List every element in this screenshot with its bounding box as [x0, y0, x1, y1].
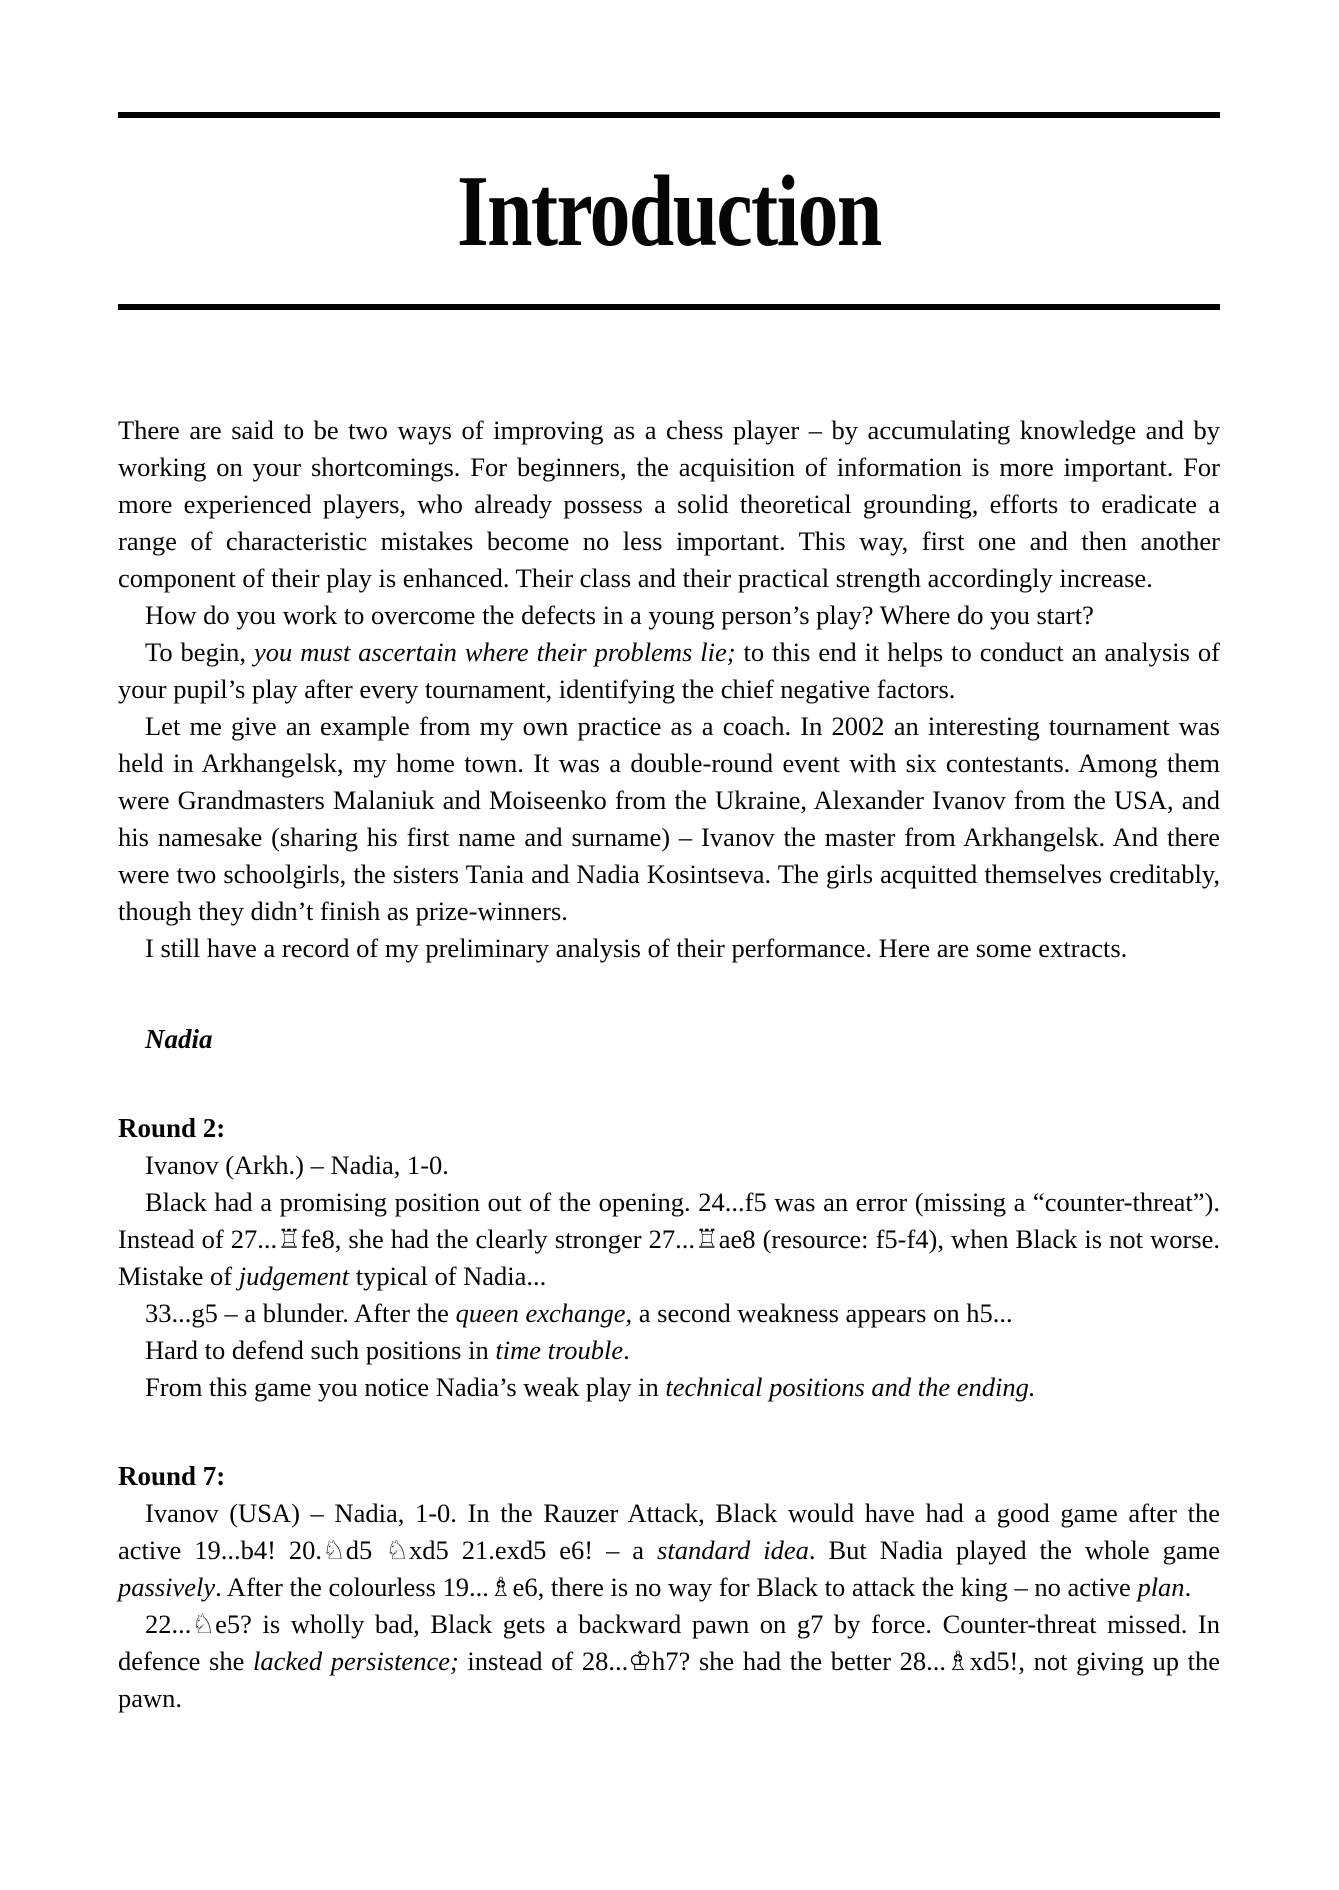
round-2-label: Round 2: [118, 1113, 226, 1143]
paragraph [118, 412, 1220, 597]
paragraph [118, 708, 1220, 930]
bottom-horizontal-rule [118, 304, 1220, 310]
player-name-heading: Nadia [145, 1024, 213, 1054]
paragraph [118, 1147, 1220, 1184]
chapter-title-block [118, 118, 1220, 304]
introduction-paragraphs [118, 412, 1220, 967]
text-run: 22...♘e5? is wholly bad, Black gets a backward pawn on g7 by force. Counter-threat missed. In defence she [118, 1609, 1220, 1676]
round-2-section [118, 1110, 1220, 1406]
text-run: Hard to defend such positions in [145, 1335, 496, 1365]
text-run: Black had a promising position out of the opening. 24...f5 was an error (missing a “counter-threat”). Instead of 27...♖fe8, she had the clearly stronger 27...♖ae8 (resource: f5-f4), when Black is not worse. Mistake of [118, 1187, 1220, 1291]
italic-text-run: queen exchange, [455, 1298, 633, 1328]
italic-text-run: plan [1137, 1572, 1185, 1602]
paragraph [118, 597, 1220, 634]
italic-text-run: lacked persistence; [252, 1646, 459, 1676]
chapter-title: Introduction [457, 154, 881, 268]
text-run: How do you work to overcome the defects in a young person’s play? Where do you start? [145, 600, 1094, 630]
italic-text-run: judgement [238, 1261, 350, 1291]
paragraph [118, 1332, 1220, 1369]
italic-text-run: you must ascertain where their problems lie; [254, 637, 736, 667]
round-7-paragraphs [118, 1495, 1220, 1717]
paragraph [118, 1495, 1220, 1606]
text-column [118, 112, 1220, 1717]
text-run: From this game you notice Nadia’s weak play in [145, 1372, 666, 1402]
text-run: . After the colourless 19...♗e6, there is no way for Black to attack the king – no active [215, 1572, 1138, 1602]
italic-text-run: technical positions and the ending. [665, 1372, 1036, 1402]
italic-text-run: time trouble [495, 1335, 624, 1365]
paragraph [118, 634, 1220, 708]
text-run: . [623, 1335, 630, 1365]
text-run: instead of 28...♔h7? she had the better 28...♗xd5!, not giving up the pawn. [118, 1646, 1221, 1713]
italic-text-run: passively [118, 1572, 216, 1602]
paragraph [118, 1295, 1220, 1332]
text-run: Ivanov (USA) – Nadia, 1-0. In the Rauzer Attack, Black would have had a good game after the active 19...b4! 20.♘d5 ♘xd5 21.exd5 e6! – a [118, 1498, 1220, 1565]
round-7-label: Round 7: [118, 1461, 226, 1491]
round-7-section [118, 1458, 1220, 1717]
italic-text-run: standard idea [657, 1535, 809, 1565]
text-run: To begin, [145, 637, 255, 667]
paragraph [118, 1369, 1220, 1406]
round-2-paragraphs [118, 1147, 1220, 1406]
text-run: typical of Nadia... [349, 1261, 547, 1291]
paragraph [118, 1606, 1220, 1717]
paragraph [118, 930, 1220, 967]
text-run: . But Nadia played the whole game [808, 1535, 1220, 1565]
text-run: . [1184, 1572, 1192, 1602]
text-run: to this end it helps to conduct an analysis of your pupil’s play after every tournament, identifying the chief negative factors. [118, 637, 1220, 704]
paragraph [118, 1184, 1220, 1295]
text-run: Ivanov (Arkh.) – Nadia, 1-0. [145, 1150, 449, 1180]
text-run: 33...g5 – a blunder. After the [145, 1298, 456, 1328]
text-run: a second weakness appears on h5... [632, 1298, 1013, 1328]
text-run: Let me give an example from my own practice as a coach. In 2002 an interesting tournament was held in Arkhangelsk, my home town. It was a double-round event with six contestants. Among them were Grandmasters Malaniuk and Moiseenko from the Ukraine, Alexander Ivanov from the USA, and his namesake (sharing his first name and surname) – Ivanov the master from Arkhangelsk. And there were two schoolgirls, the sisters Tania and Nadia Kosintseva. The girls acquitted themselves creditably, though they didn’t finish as prize-winners. [118, 711, 1220, 926]
text-run: I still have a record of my preliminary analysis of their performance. Here are some extracts. [145, 933, 1128, 963]
text-run: There are said to be two ways of improving as a chess player – by accumulating knowledge and by working on your shortcomings. For beginners, the acquisition of information is more important. For more experienced players, who already possess a solid theoretical grounding, efforts to eradicate a range of characteristic mistakes become no less important. This way, first one and then another component of their play is enhanced. Their class and their practical strength accordingly increase. [118, 415, 1220, 593]
